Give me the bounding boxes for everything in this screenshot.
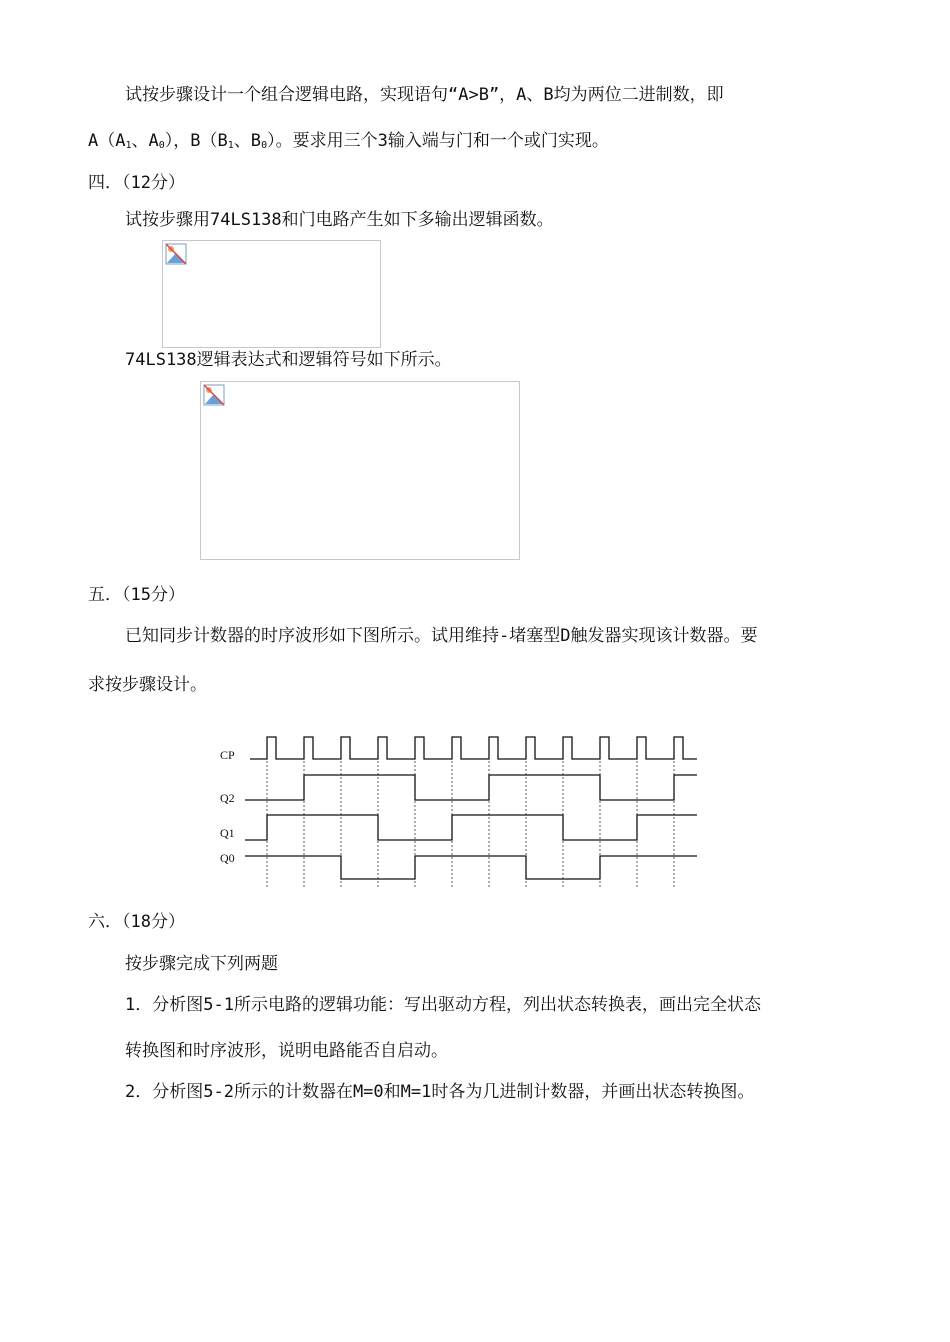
signal-label-q1: Q1 <box>220 826 235 840</box>
broken-image-icon <box>165 243 187 265</box>
q5-heading: 五．（15分） <box>88 585 185 605</box>
signal-label-q0: Q0 <box>220 851 235 865</box>
q4-heading: 四．（12分） <box>88 173 185 193</box>
q3-line1: 试按步骤设计一个组合逻辑电路，实现语句“A>B”，A、B均为两位二进制数，即 <box>125 85 724 105</box>
waveform-q0 <box>245 856 697 879</box>
function-image-placeholder <box>162 240 381 348</box>
q4-caption: 74LS138逻辑表达式和逻辑符号如下所示。 <box>125 350 452 370</box>
q5-line2: 求按步骤设计。 <box>88 675 207 695</box>
waveform-q1 <box>245 815 697 840</box>
q3-line2: $A(A_1$、$A_0$），$B(B_1$、$B_0$）。要求用三个3输入端与门和一个或门实现。 <box>88 131 609 151</box>
q6-item1-line2: 转换图和时序波形，说明电路能否自启动。 <box>125 1041 448 1061</box>
q6-item1-line1: 1．分析图5-1所示电路的逻辑功能：写出驱动方程，列出状态转换表，画出完全状态 <box>125 995 761 1015</box>
signal-label-cp: CP <box>220 748 235 762</box>
broken-image-icon <box>203 384 225 406</box>
waveform-cp <box>250 737 697 759</box>
signal-label-q2: Q2 <box>220 791 235 805</box>
q6-heading: 六．（18分） <box>88 912 185 932</box>
q6-item2: 2．分析图5-2所示的计数器在M=0和M=1时各为几进制计数器，并画出状态转换图。 <box>125 1082 755 1102</box>
q6-intro: 按步骤完成下列两题 <box>125 954 278 974</box>
q4-intro: 试按步骤用74LS138和门电路产生如下多输出逻辑函数。 <box>125 210 554 230</box>
timing-waveform <box>200 722 710 892</box>
waveform-q2 <box>245 775 697 800</box>
74ls138-image-placeholder <box>200 381 520 560</box>
q5-line1: 已知同步计数器的时序波形如下图所示。试用维持-堵塞型D触发器实现该计数器。要 <box>125 626 758 646</box>
